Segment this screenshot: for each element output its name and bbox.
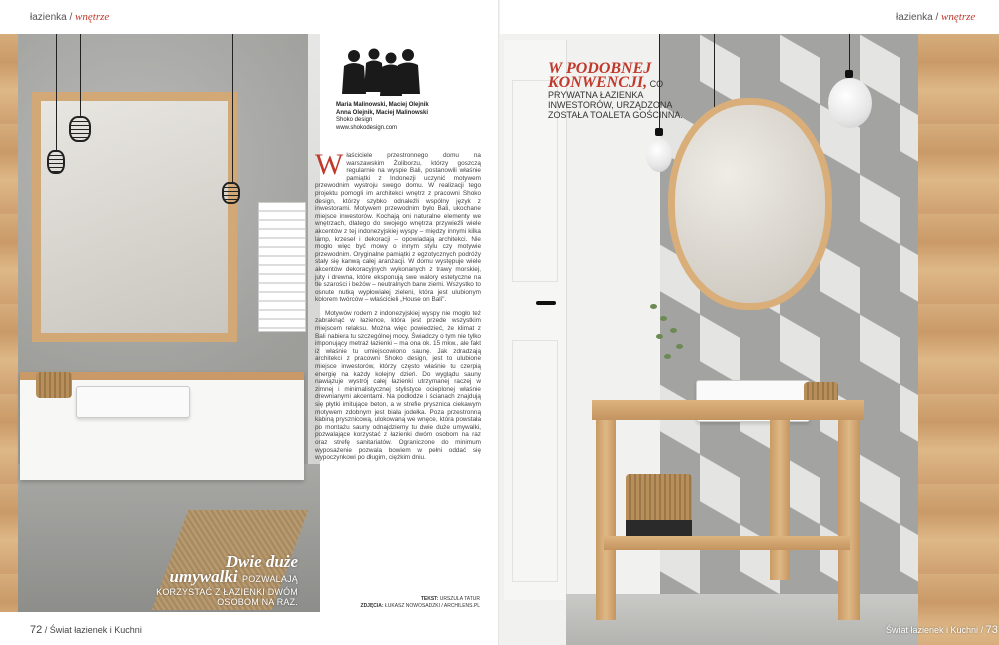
wood-wall-panel [918, 34, 999, 645]
left-running-head: łazienka / wnętrze [30, 11, 110, 23]
designers-credit: Maria Malinowski, Maciej Olejnik Anna Olejnik, Maciej Malinowski Shoko design www.shokodesign.com [336, 102, 429, 131]
pendant-lamp [69, 116, 91, 142]
article-credits: TEKST: URSZULA TATUR ZDJĘCIA: ŁUKASZ NOWOSADZKI / ARCHILENS.PL [360, 596, 480, 609]
wooden-console-top [592, 400, 864, 420]
wicker-basket [36, 372, 72, 398]
left-folio: 72 / Świat łazienek i Kuchni [30, 624, 142, 636]
drop-cap: W [315, 148, 344, 181]
wood-wall-panel [0, 34, 18, 612]
right-page [500, 0, 999, 645]
left-photo-caption: Dwie duże umywalki POZWALAJĄ KORZYSTAĆ Z ŁAZIENKI DWÓM OSOBOM NA RAZ. [156, 552, 298, 607]
concrete-floor [566, 594, 918, 645]
left-page [0, 0, 499, 645]
wood-framed-mirror [32, 92, 237, 342]
wooden-console-shelf [604, 536, 850, 550]
pendant-lamp [47, 150, 65, 174]
door-handle [536, 301, 556, 305]
towel-radiator [258, 202, 306, 332]
bathroom-photo-double-sink [0, 34, 320, 612]
white-door [504, 40, 567, 600]
designers-portrait [336, 44, 422, 100]
round-wood-mirror [668, 98, 832, 310]
article-body [315, 148, 481, 468]
pendant-bulb [646, 138, 672, 172]
pendant-lamp [222, 182, 240, 204]
bathroom-photo-guest-toilet [500, 34, 999, 645]
article-paragraph: Motywów rodem z indonezyjskiej wyspy nie mogło też zabraknąć w łazience, która jest przede wszystkim miejscem relaksu. Można więc powiedzieć, że klimat z Bali nabiera tu szczególnej mocy. Świadczy o tym nie tylko imponujący metraż łazienki – ma ona ok. 15 mkw., ale fakt iż właśnie tu umiejscowiono saunę. Jak zdradzają architekci z pracowni Shoko design, jest to ulubione miejsce inwestorów, którzy często właśnie tu czerpią energię na każdy kolejny dzień. Do wyglądu sauny nawiązuje wystrój całej łazienki utrzymanej raczej w zimnej i minimalistycznej stylistyce ocieplonej właśnie drewnianymi akcentami. Na podłodze i ścianach znajdują się płytki imitujące beton, a w strefie prysznica ciekawym motywem zdobnym jest biała jodełka. Poza przestronną kabiną prysznicową, ulokowaną we wnęce, która powstała po montażu sauny odnajdziemy tu dwie duże umywalki, pozwalające korzystać z łazienki dwóm osobom na raz oraz strefę sanitariatów. Ograniczone do minimum wyposażenie pozwala bowiem w pełni oddać się wypoczynkowi po długim, ciężkim dniu. [315, 309, 481, 462]
right-folio: Świat łazienek i Kuchni / 73 [886, 624, 998, 636]
pendant-bulb [828, 78, 872, 128]
right-photo-caption: W PODOBNEJ KONWENCJI, CO PRYWATNA ŁAZIENKA INWESTORÓW, URZĄDZONA ZOSTAŁA TOALETA GOŚCINNA. [548, 60, 683, 120]
right-running-head: łazienka / wnętrze [896, 11, 976, 23]
article-paragraph: Właściciele przestronnego domu na warszawskim Żoliborzu, którzy goszczą regularnie na wyspie Bali, postanowili właśnie pamiątki z Indonezji uczynić motywem przewodnim wystroju swego domu. W realizacji tego projektu pomogli im architekci wnętrz z pracowni Shoko design, którzy szybko odnaleźli wspólny język z inwestorami. Motywem przewodnim było Bali, ukochane miejsce inwestorów. Kochają oni naturalne elementy we wnętrzach, dlatego do swojego wnętrza przywieźli wiele akcentów z tej indonezyjskiej wyspy – między innymi kilka lamp, krzeseł i dekoracji – opowiadają architekci. Nie mogło więc być mowy o innym stylu czy motywie przewodnim. Oryginalne pamiątki z egzotycznych podróży stały się kanwą całej aranżacji. W domu występuje wiele akcentów dekoracyjnych wykonanych z trawy morskiej, juty i drewna, które eksponują swe walory estetyczne na tle szarości i beżów – neutralnych barw ziemi. Wszystko to osnute nutką wypłowiałej zieleni, która jest ulubionym kolorem twórców – właścicieli „House on Bali". [315, 148, 481, 304]
washbasin [76, 386, 190, 418]
